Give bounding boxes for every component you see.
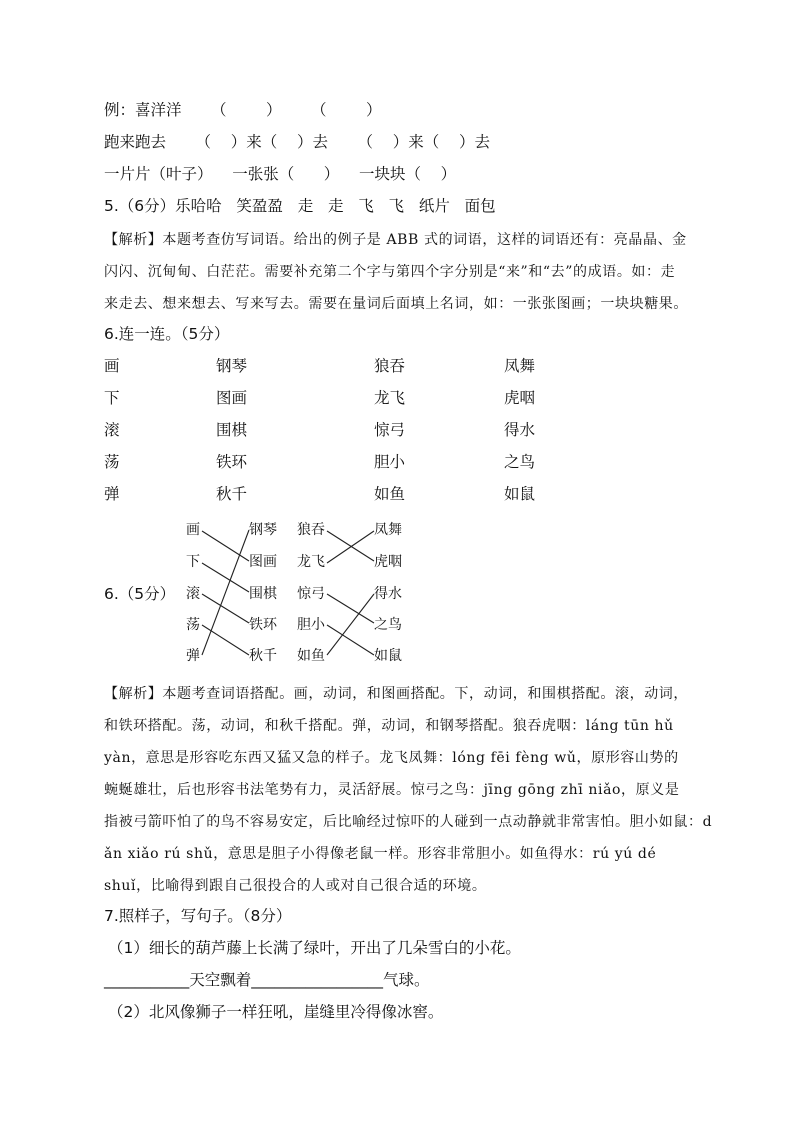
q5-analysis-line-3: 来走去、想来想去、写来写去。需要在量词后面填上名词，如：一张张图画；一块块糖果。 (104, 296, 688, 312)
match-line (327, 594, 374, 623)
answer-col1-word: 荡 (186, 617, 200, 633)
q6-col4-word: 得水 (504, 421, 536, 439)
answer-col4-word: 之鸟 (374, 617, 402, 633)
q6-col2-word: 围棋 (216, 421, 248, 439)
q6-col3-word: 如鱼 (374, 485, 406, 503)
answer-col4-word: 如鼠 (374, 648, 402, 664)
q6-col2-word: 铁环 (216, 453, 248, 471)
match-line (327, 594, 374, 655)
match-line (202, 594, 249, 623)
q6-col3-word: 胆小 (374, 453, 406, 471)
q6-col3-word: 龙飞 (374, 389, 406, 407)
q6-analysis-line-1: 【解析】本题考查词语搭配。画，动词，和图画搭配。下，动词，和围棋搭配。滚，动词， (104, 686, 688, 702)
answer-col1-word: 下 (186, 554, 200, 570)
answer-col3-word: 如鱼 (297, 648, 325, 664)
q5-answer: 5.（6分）乐哈哈 笑盈盈 走 走 飞 飞 纸片 面包 (104, 197, 496, 215)
match-line (202, 531, 249, 561)
q6-answer-label: 6.（5分） (104, 585, 176, 603)
q6-col3-word: 惊弓 (374, 421, 406, 439)
answer-col4-word: 得水 (374, 586, 402, 602)
q6-analysis-line-7: shuǐ，比喻得到跟自己很投合的人或对自己很合适的环境。 (104, 878, 487, 894)
answer-col2-word: 钢琴 (249, 522, 277, 538)
q6-col1-word: 滚 (104, 421, 120, 439)
example-line-2: 跑来跑去 （ ）来（ ）去 （ ）来（ ）去 (104, 133, 490, 151)
answer-col1-word: 弹 (186, 648, 200, 664)
q6-col1-word: 下 (104, 389, 120, 407)
answer-col2-word: 围棋 (249, 586, 277, 602)
q6-col4-word: 之鸟 (504, 453, 536, 471)
match-line (327, 625, 374, 655)
answer-col2-word: 秋千 (249, 648, 277, 664)
q6-col4-word: 如鼠 (504, 485, 536, 503)
q6-col4-word: 虎咽 (504, 389, 536, 407)
q7-fill-line-1: ___________天空飘着_________________气球。 (104, 971, 430, 989)
answer-col3-word: 惊弓 (297, 586, 325, 602)
q6-analysis-line-3: yàn，意思是形容吃东西又猛又急的样子。龙飞凤舞：lóng fēi fèng wǔ，原形容山势的 (104, 750, 679, 766)
q6-analysis-line-2: 和铁环搭配。荡，动词，和秋千搭配。弹，动词，和钢琴搭配。狼吞虎咽：láng tūn hǔ (104, 718, 674, 734)
answer-col1-word: 滚 (186, 586, 200, 602)
q6-analysis-line-6: ǎn xiǎo rú shǔ，意思是胆子小得像老鼠一样。形容非常胆小。如鱼得水：rú yú dé (104, 846, 657, 862)
q6-title: 6.连一连。（5分） (104, 325, 230, 343)
q6-analysis-line-5: 指被弓箭吓怕了的鸟不容易安定，后比喻经过惊吓的人碰到一点动静就非常害怕。胆小如鼠：d (104, 814, 713, 830)
answer-col3-word: 龙飞 (297, 554, 325, 570)
example-line-1: 例：喜洋洋 （ ） （ ） (104, 101, 382, 119)
q6-col1-word: 荡 (104, 453, 120, 471)
match-line (202, 625, 249, 655)
q7-item-2: （2）北风像狮子一样狂吼，崖缝里冷得像冰窖。 (108, 1003, 444, 1021)
q6-analysis-line-4: 蜿蜒雄壮，后也形容书法笔势有力，灵活舒展。惊弓之鸟：jīng gōng zhī niǎo，原义是 (104, 782, 680, 798)
q5-analysis-line-1: 【解析】本题考查仿写词语。给出的例子是 ABB 式的词语，这样的词语还有：亮晶晶、金 (104, 232, 687, 248)
q6-col4-word: 凤舞 (504, 357, 536, 375)
match-line (202, 530, 249, 655)
answer-col4-word: 凤舞 (374, 522, 402, 538)
q6-col1-word: 画 (104, 357, 120, 375)
answer-col2-word: 图画 (249, 554, 277, 570)
match-line (202, 563, 249, 592)
q6-col2-word: 秋千 (216, 485, 248, 503)
q6-col3-word: 狼吞 (374, 357, 406, 375)
q6-col2-word: 钢琴 (216, 357, 248, 375)
answer-col4-word: 虎咽 (374, 554, 402, 570)
q5-analysis-line-2: 闪闪、沉甸甸、白茫茫。需要补充第二个字与第四个字分别是“来”和“去”的成语。如：走 (104, 264, 676, 280)
answer-col3-word: 胆小 (297, 617, 325, 633)
q7-title: 7.照样子，写句子。（8分） (104, 907, 292, 925)
q6-col2-word: 图画 (216, 389, 248, 407)
answer-col1-word: 画 (186, 522, 200, 538)
q7-item-1: （1）细长的葫芦藤上长满了绿叶，开出了几朵雪白的小花。 (108, 939, 521, 957)
answer-col3-word: 狼吞 (297, 522, 325, 538)
answer-col2-word: 铁环 (249, 617, 277, 633)
q6-col1-word: 弹 (104, 485, 120, 503)
example-line-3: 一片片（叶子） 一张张（ ） 一块块（ ） (104, 165, 457, 183)
